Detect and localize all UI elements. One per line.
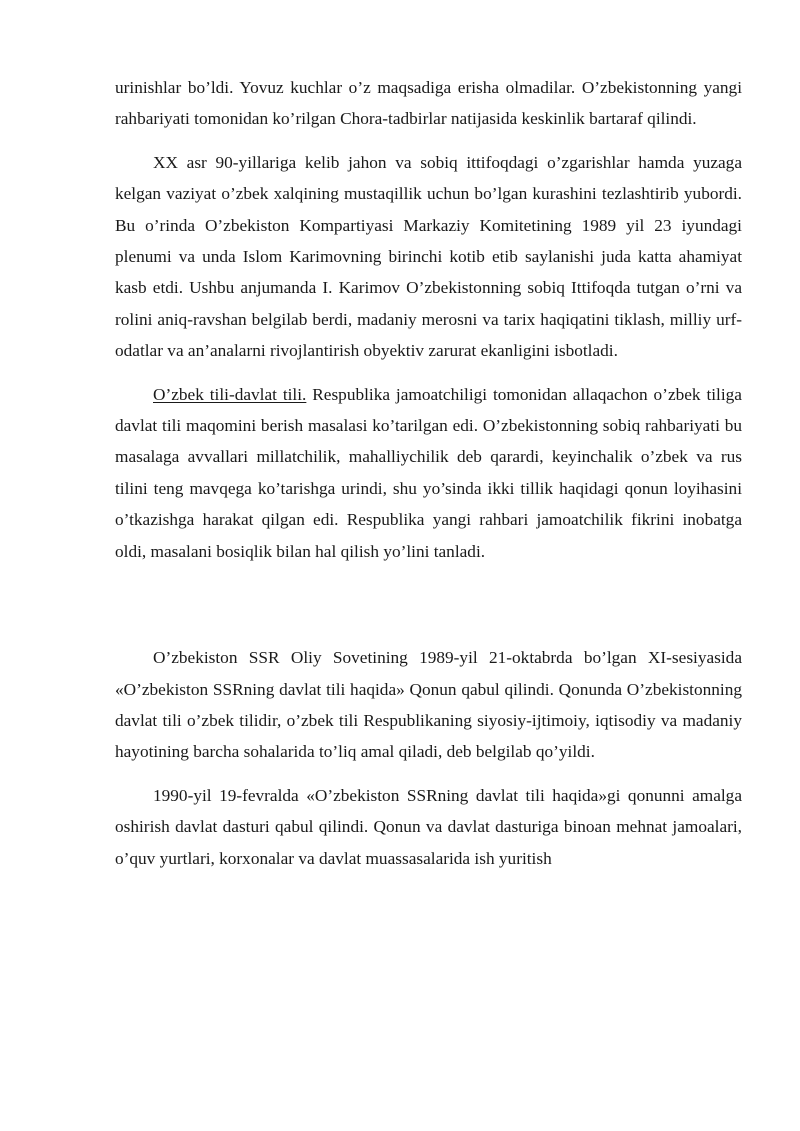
paragraph-1: urinishlar bo’ldi. Yovuz kuchlar o’z maqsadiga erisha olmadilar. O’zbekistonning yangi rahbariyati tomonidan ko’rilgan Chora-tadbirlar natijasida keskinlik bartaraf qilindi.	[115, 78, 742, 129]
section-heading-state-language: O’zbek tili-davlat tili.	[153, 384, 307, 404]
paragraph-2: XX asr 90-yillariga kelib jahon va sobiq ittifoqdagi o’zgarishlar hamda yuzaga kelgan vaziyat o’zbek xalqining mustaqillik uchun bo’lgan kurashini tezlashtirib yubordi. Bu o’rinda O’zbekiston Kompartiyasi Markaziy Komitetining 1989 yil 23 iyundagi plenumi va unda Islom Karimovning birinchi kotib etib saylanishi juda katta ahamiyat kasb etdi. Ushbu anjumanda I. Karimov O’zbekistonning sobiq Ittifoqda tutgan o’rni va rolini aniq-ravshan belgilab berdi, madaniy merosni va tarix haqiqatini tiklash, milliy urf-odatlar va an’analarni rivojlantirish obyektiv zarurat ekanligini isbotladi.	[115, 152, 742, 361]
paragraph-4: O’zbekiston SSR Oliy Sovetining 1989-yil 21-oktabrda bo’lgan XI-sesiyasida «O’zbekiston SSRning davlat tili haqida» Qonun qabul qilindi. Qonunda O’zbekistonning davlat tili o’zbek tilidir, o’zbek tili Respublikaning siyosiy-ijtimoiy, iqtisodiy va madaniy hayotining barcha sohalarida to’liq amal qiladi, deb belgilab qo’yildi.	[115, 648, 742, 762]
blank-space	[115, 579, 742, 642]
paragraph-3	[115, 379, 742, 567]
paragraph-5: 1990-yil 19-fevralda «O’zbekiston SSRning davlat tili haqida»gi qonunni amalga oshirish davlat dasturi qabul qilindi. Qonun va davlat dasturiga binoan mehnat jamoalari, o’quv yurtlari, korxonalar va davlat muassasalarida ish yuritish	[115, 785, 742, 868]
paragraph-3-body: Respublika jamoatchiligi tomonidan allaqachon o’zbek tiliga davlat tili maqomini berish masalasi ko’tarilgan edi. O’zbekistonning sobiq rahbariyati bu masalaga avvallari millatchilik, mahalliychilik deb qarardi, keyinchalik o’zbek va rus tilini teng mavqega ko’tarishga urindi, shu yo’sinda ikki tillik haqidagi qonun loyihasini o’tkazishga harakat qilgan edi. Respublika yangi rahbari jamoatchilik fikrini inobatga oldi, masalani bosiqlik bilan hal qilish yo’lini tanladi.	[115, 384, 742, 561]
document-page	[115, 72, 742, 886]
